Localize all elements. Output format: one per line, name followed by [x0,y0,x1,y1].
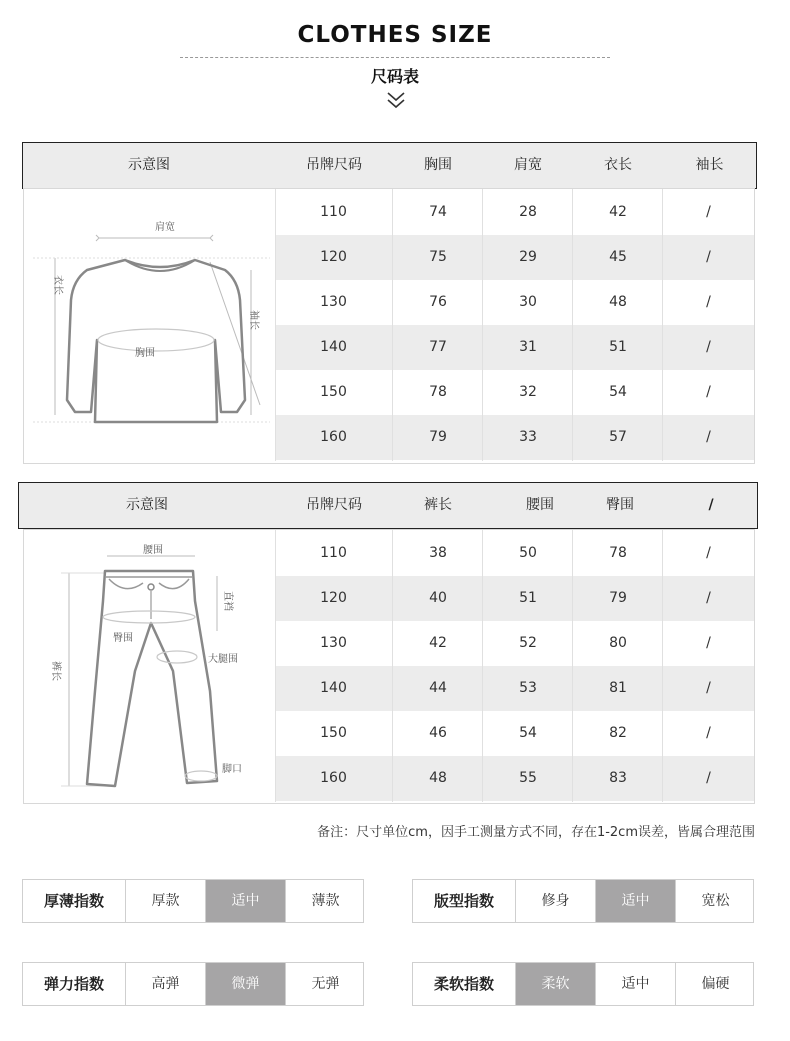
header-diagram: 示意图 [126,497,168,513]
table-cell: 44 [429,680,447,696]
index-option: 无弹 [311,976,340,992]
table-row [275,621,754,666]
table-cell: 46 [429,725,447,741]
index-option: 适中 [596,963,676,1005]
table-cell: 32 [519,384,537,400]
table-cell: 76 [429,294,447,310]
index-option-selected: 微弹 [206,963,286,1005]
table-cell: 81 [609,680,627,696]
table-cell: 160 [320,770,347,786]
column-divider [572,189,573,461]
index-option-selected: 适中 [206,880,286,922]
table-cell: / [706,590,711,606]
table-cell: 82 [609,725,627,741]
header-tag-size: 吊牌尺码 [306,157,362,173]
table-cell: / [706,384,711,400]
footnote: 备注：尺寸单位cm，因手工测量方式不同，存在1-2cm误差，皆属合理范围 [317,825,755,840]
page-subtitle: 尺码表 [370,67,419,86]
table-cell: 52 [519,635,537,651]
table-cell: / [706,429,711,445]
header-slash: / [708,497,714,513]
index-option: 宽松 [701,893,730,909]
index-label: 柔软指数 [413,963,516,1005]
table-row [275,325,754,370]
table-cell: 31 [519,339,537,355]
table-cell: / [706,204,711,220]
table-cell: 83 [609,770,627,786]
title-divider [180,57,610,58]
column-divider [572,530,573,802]
header-shoulder: 肩宽 [514,157,542,173]
index-option: 修身 [516,880,596,922]
bottom-table-body [23,529,755,804]
column-divider [662,189,663,461]
index-thickness [22,879,364,923]
table-cell: 140 [320,339,347,355]
table-cell: / [706,770,711,786]
bottom-table-header [18,482,758,529]
label-thigh: 大腿围 [208,654,238,665]
header-chest: 胸围 [424,157,452,173]
column-divider [392,189,393,461]
table-cell: 140 [320,680,347,696]
index-option: 厚款 [126,880,206,922]
table-cell: 110 [320,545,347,561]
table-cell: / [706,339,711,355]
header-diagram: 示意图 [128,157,170,173]
index-option: 薄款 [311,893,340,909]
table-cell: 29 [519,249,537,265]
table-cell: 78 [429,384,447,400]
label-pants-length: 裤长 [50,661,61,681]
index-softness [412,962,754,1006]
table-cell: 120 [320,590,347,606]
table-cell: / [706,725,711,741]
column-divider [275,189,276,461]
top-table-body [23,188,755,464]
table-cell: 42 [609,204,627,220]
index-option-selected: 柔软 [516,963,596,1005]
table-cell: 79 [429,429,447,445]
index-option: 高弹 [126,963,206,1005]
label-hip: 臀围 [113,633,133,644]
table-cell: 28 [519,204,537,220]
table-cell: / [706,635,711,651]
table-cell: 30 [519,294,537,310]
table-cell: 53 [519,680,537,696]
sweater-diagram [25,190,274,464]
table-row [275,666,754,711]
column-divider [392,530,393,802]
pants-diagram [25,531,274,804]
header-tag-size: 吊牌尺码 [306,497,362,513]
table-cell: 42 [429,635,447,651]
table-cell: 40 [429,590,447,606]
column-divider [662,530,663,802]
table-cell: 38 [429,545,447,561]
table-row [275,280,754,325]
table-row [275,235,754,280]
table-row [275,370,754,415]
table-cell: 77 [429,339,447,355]
table-cell: / [706,545,711,561]
header-hip: 臀围 [606,497,634,513]
table-cell: 55 [519,770,537,786]
top-table-header [22,142,757,189]
table-cell: 150 [320,725,347,741]
label-length: 衣长 [52,275,63,295]
label-shoulder: 肩宽 [155,222,175,233]
table-row [275,415,754,460]
table-cell: 110 [320,204,347,220]
table-row [275,756,754,801]
column-divider [275,530,276,802]
table-cell: 150 [320,384,347,400]
table-cell: 48 [609,294,627,310]
index-label: 厚薄指数 [23,880,126,922]
index-elasticity [22,962,364,1006]
table-cell: 45 [609,249,627,265]
table-cell: 80 [609,635,627,651]
table-cell: / [706,294,711,310]
table-cell: 78 [609,545,627,561]
table-cell: 48 [429,770,447,786]
column-divider [482,189,483,461]
table-cell: 57 [609,429,627,445]
index-label: 弹力指数 [23,963,126,1005]
table-cell: 51 [609,339,627,355]
header-sleeve: 袖长 [695,157,724,173]
table-cell: 79 [609,590,627,606]
table-cell: / [706,249,711,265]
table-cell: 130 [320,294,347,310]
table-cell: 120 [320,249,347,265]
table-cell: 54 [519,725,537,741]
index-option-selected: 适中 [596,880,676,922]
table-cell: 160 [320,429,347,445]
table-cell: 130 [320,635,347,651]
label-rise: 直裆 [222,591,233,611]
index-fit [412,879,754,923]
table-cell: 51 [519,590,537,606]
table-row [275,190,754,235]
label-waist: 腰围 [143,545,163,556]
header-waist: 腰围 [526,497,554,513]
table-cell: / [706,680,711,696]
index-option: 偏硬 [701,976,730,992]
table-cell: 50 [519,545,537,561]
index-label: 版型指数 [413,880,516,922]
table-row [275,531,754,576]
header-pants-length: 裤长 [424,497,452,513]
table-cell: 74 [429,204,447,220]
table-row [275,576,754,621]
page-title: CLOTHES SIZE [297,22,493,48]
header-length: 衣长 [604,157,632,173]
column-divider [482,530,483,802]
table-cell: 33 [519,429,537,445]
label-sleeve: 袖长 [248,310,259,330]
table-row [275,711,754,756]
double-chevron-down-icon [385,90,407,110]
label-chest: 胸围 [135,348,155,359]
label-hem: 脚口 [222,764,242,775]
table-cell: 54 [609,384,627,400]
table-cell: 75 [429,249,447,265]
